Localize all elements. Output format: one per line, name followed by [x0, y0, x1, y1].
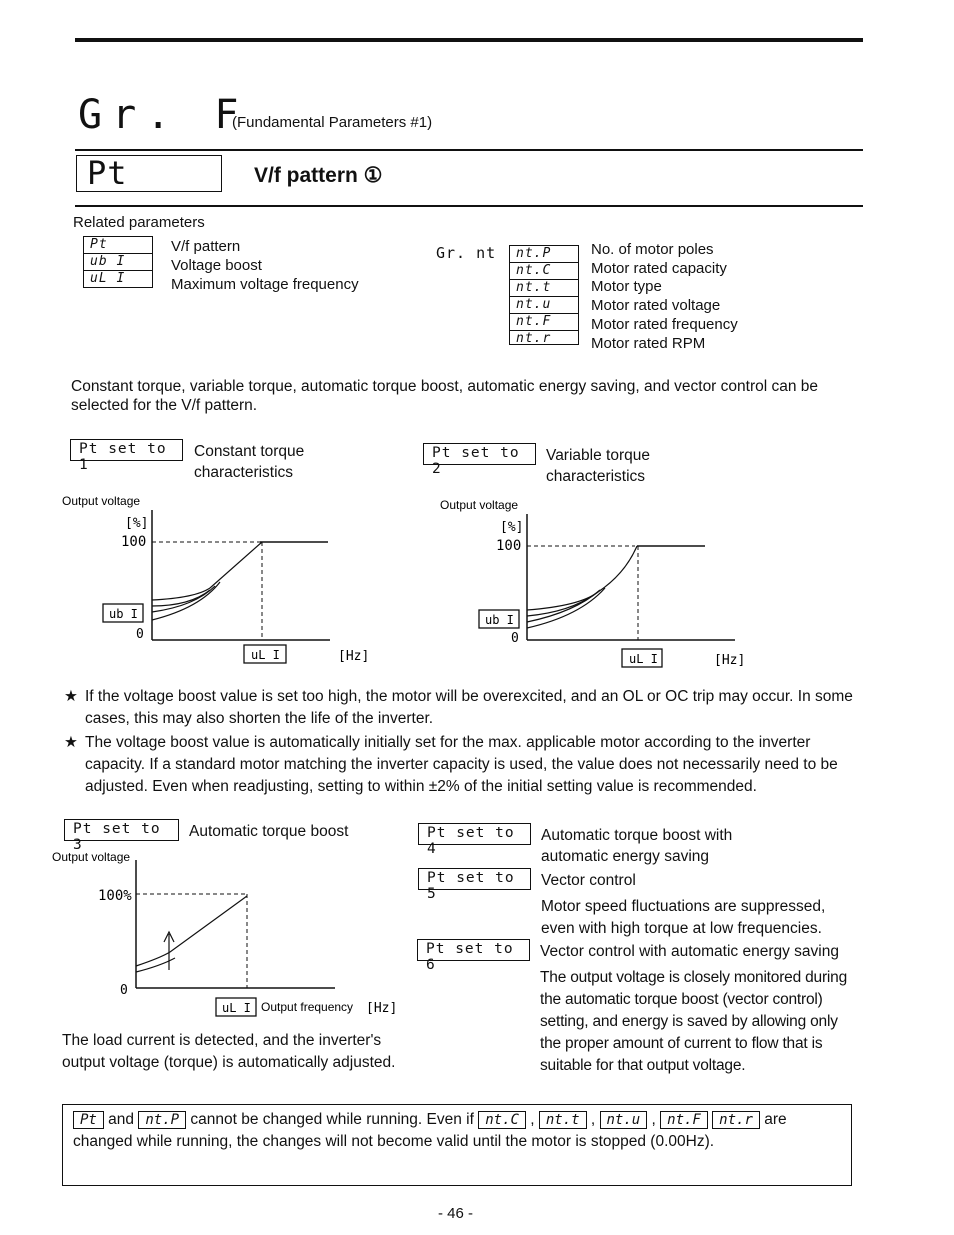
- setting1-code-text: Pt set to 1: [79, 441, 167, 473]
- related-left-desc: V/f pattern: [171, 238, 241, 255]
- graph1-percent: [%]: [125, 516, 149, 531]
- setting5-code-text: Pt set to 5: [427, 870, 515, 902]
- page-number: - 46 -: [438, 1205, 474, 1222]
- setting2-line1: Variable torque: [546, 447, 650, 464]
- related-left-code: ub I: [84, 254, 152, 271]
- setting5-code: [418, 868, 531, 902]
- footer-code: nt.C: [478, 1111, 526, 1129]
- footer-code: nt.F: [660, 1111, 708, 1129]
- related-right-code: nt.u: [510, 297, 578, 314]
- graph3-xlabel: Output frequency: [261, 1000, 354, 1014]
- setting4-code: [418, 823, 531, 857]
- related-right-desc: Motor rated capacity: [591, 260, 727, 277]
- group-code: Gr. F: [78, 92, 249, 138]
- setting3-code-text: Pt set to 3: [73, 821, 161, 853]
- footer-code: nt.t: [539, 1111, 587, 1129]
- related-left-code: uL I: [90, 271, 126, 286]
- setting3-desc: The load current is detected, and the inverter's output voltage (torque) is automatically adjusted.: [62, 1032, 396, 1071]
- param-code: Pt: [87, 154, 128, 192]
- star-icon: ★: [64, 734, 78, 751]
- related-group-code: Gr. nt: [436, 244, 497, 262]
- header-rule-top: [75, 149, 863, 151]
- related-right-desc: Motor type: [591, 278, 662, 295]
- graph2-ylabel: Output voltage: [440, 498, 519, 512]
- related-right-code: nt.F: [510, 314, 578, 331]
- constant-torque-graph: [55, 490, 375, 670]
- graph1-ylabel: Output voltage: [62, 494, 141, 508]
- graph2-zero: 0: [511, 631, 519, 646]
- setting6-code: [417, 939, 530, 973]
- related-left-desc: Voltage boost: [171, 257, 262, 274]
- setting1-line2: characteristics: [194, 464, 294, 481]
- note-1-text: If the voltage boost value is set too high, the motor will be overexcited, and an OL or OC trip may occur. In some cases, this may also shorten the life of the inverter.: [85, 688, 853, 727]
- param-title: V/f pattern ①: [254, 164, 383, 187]
- setting6-label: Vector control with automatic energy saving: [540, 943, 839, 960]
- setting4-code-text: Pt set to 4: [427, 825, 515, 857]
- graph2-hz: [Hz]: [714, 653, 746, 668]
- graph2-ul: uL I: [629, 652, 658, 666]
- related-right-code: nt.C: [510, 263, 578, 280]
- setting1-code: [70, 439, 183, 473]
- setting6-code-text: Pt set to 6: [426, 941, 514, 973]
- related-right-desc: Motor rated voltage: [591, 297, 721, 314]
- graph3-ylabel: Output voltage: [52, 850, 131, 864]
- related-right-desc: Motor rated RPM: [591, 335, 706, 352]
- setting1-line1: Constant torque: [194, 443, 305, 460]
- footer-code: Pt: [73, 1111, 104, 1129]
- graph1-hz: [Hz]: [338, 649, 370, 664]
- star-icon: ★: [64, 688, 78, 705]
- group-title: (Fundamental Parameters #1): [232, 114, 433, 131]
- setting4-line1: Automatic torque boost with: [541, 827, 733, 844]
- auto-torque-boost-graph: [50, 848, 400, 1023]
- note-2: [64, 732, 864, 798]
- related-right-code: nt.r: [516, 331, 552, 346]
- related-right-table: [509, 245, 579, 345]
- related-right-code: nt.t: [510, 280, 578, 297]
- related-heading: Related parameters: [73, 214, 205, 231]
- top-rule: [75, 38, 863, 42]
- graph3-ul: uL I: [222, 1001, 251, 1015]
- setting3-code: [64, 819, 179, 853]
- related-right-desc: No. of motor poles: [591, 241, 714, 258]
- variable-torque-graph: [430, 494, 750, 674]
- footer-code: nt.r: [712, 1111, 760, 1129]
- footer-text2: are changed while running, the changes will not become valid until the motor is stopped (0.00Hz).: [73, 1111, 787, 1150]
- graph3-hz: [Hz]: [366, 1001, 398, 1016]
- param-code-box: [76, 155, 222, 192]
- setting5-desc: Motor speed fluctuations are suppressed, even with high torque at low frequencies.: [541, 898, 826, 937]
- related-left-table: [83, 236, 153, 288]
- graph1-zero: 0: [136, 627, 144, 642]
- graph1-ub: ub I: [109, 607, 138, 621]
- related-left-code: Pt: [84, 237, 152, 254]
- related-left-desc: Maximum voltage frequency: [171, 276, 359, 293]
- note-2-text: The voltage boost value is automatically initially set for the max. applicable motor according to the inverter capacity. If a standard motor matching the inverter capacity is used, the value does not necessarily need to be adjusted. Even when readjusting, setting to within ±2% of the initial setting value is recommended.: [85, 734, 838, 795]
- graph3-zero: 0: [120, 983, 128, 998]
- setting6-desc: The output voltage is closely monitored during the automatic torque boost (vector control) setting, and energy is saved by allowing only the proper amount of current to flow that is suitable for that output voltage.: [540, 969, 848, 1074]
- setting5-label: Vector control: [541, 872, 636, 889]
- setting2-line2: characteristics: [546, 468, 646, 485]
- intro-paragraph: Constant torque, variable torque, automatic torque boost, automatic energy saving, and vector control can be selected for the V/f pattern.: [71, 378, 819, 414]
- setting4-line2: automatic energy saving: [541, 848, 710, 865]
- graph1-100: 100: [121, 534, 147, 550]
- setting2-code: [423, 443, 536, 477]
- footer-code: nt.P: [138, 1111, 186, 1129]
- graph2-100: 100: [496, 538, 522, 554]
- graph1-ul: uL I: [251, 648, 280, 662]
- header-rule-bottom: [75, 205, 863, 207]
- setting2-code-text: Pt set to 2: [432, 445, 520, 477]
- graph3-100: 100%: [98, 888, 132, 904]
- related-right-code: nt.P: [510, 246, 578, 263]
- footer-text1: cannot be changed while running. Even if: [190, 1111, 474, 1128]
- footer-note-box: Pt and nt.P cannot be changed while running. Even if nt.C , nt.t , nt.u , nt.F nt.r are changed while running, the changes will not become valid until the motor is stopped (0.00Hz).: [62, 1104, 852, 1186]
- setting3-label: Automatic torque boost: [189, 823, 349, 840]
- footer-and: and: [108, 1111, 135, 1128]
- graph2-percent: [%]: [500, 520, 524, 535]
- note-1: [64, 686, 864, 730]
- graph2-ub: ub I: [485, 613, 514, 627]
- related-right-desc: Motor rated frequency: [591, 316, 738, 333]
- footer-code: nt.u: [600, 1111, 648, 1129]
